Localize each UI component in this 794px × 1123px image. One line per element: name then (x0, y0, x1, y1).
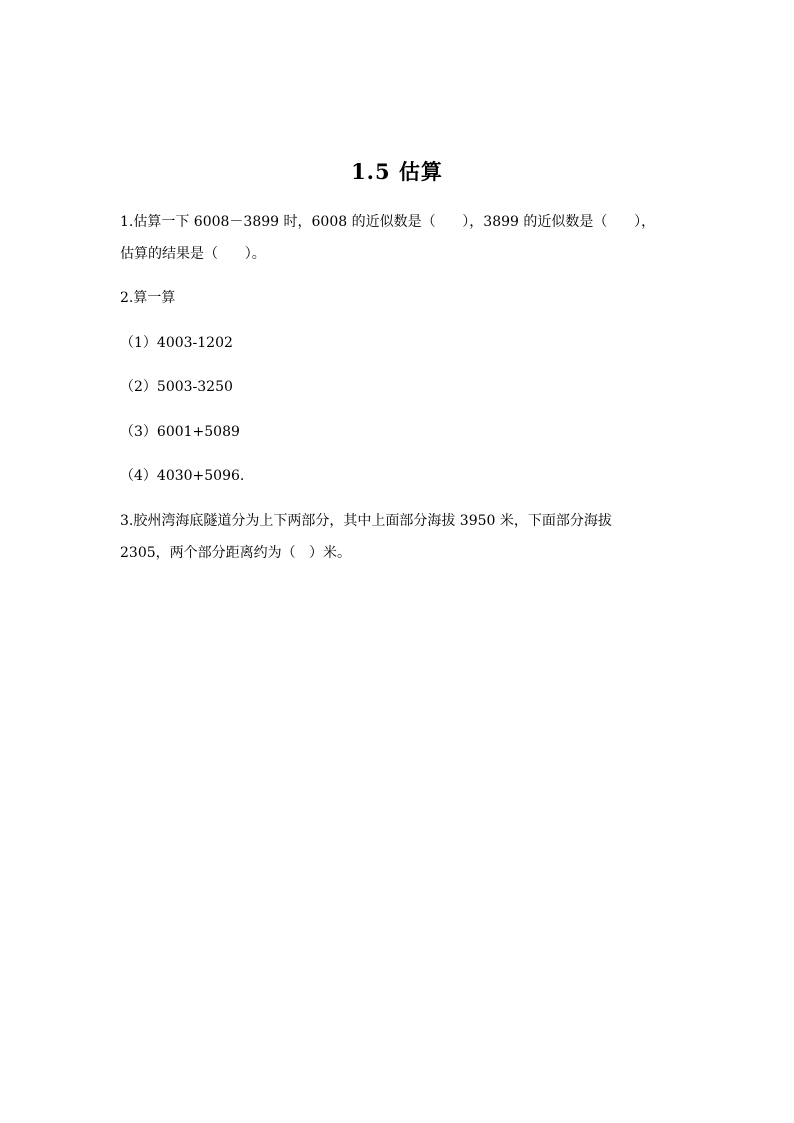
question-1-line-2: 估算的结果是（ ）。 (120, 246, 266, 262)
question-2-item-3: （3）6001+5089 (120, 424, 240, 440)
question-1-line-1: 1.估算一下 6008－3899 时，6008 的近似数是（ ），3899 的近似数是（ ）， (120, 214, 656, 230)
question-2-item-2: （2）5003-3250 (120, 379, 233, 395)
question-2-heading: 2.算一算 (120, 290, 176, 306)
question-2-item-1: （1）4003-1202 (120, 335, 233, 351)
question-3-line-2: 2305，两个部分距离约为（ ）米。 (120, 545, 351, 561)
question-3-line-1: 3.胶州湾海底隧道分为上下两部分，其中上面部分海拔 3950 米，下面部分海拔 (120, 513, 612, 529)
page-title: 1.5 估算 (351, 159, 443, 184)
question-2-item-4: （4）4030+5096. (120, 468, 245, 484)
